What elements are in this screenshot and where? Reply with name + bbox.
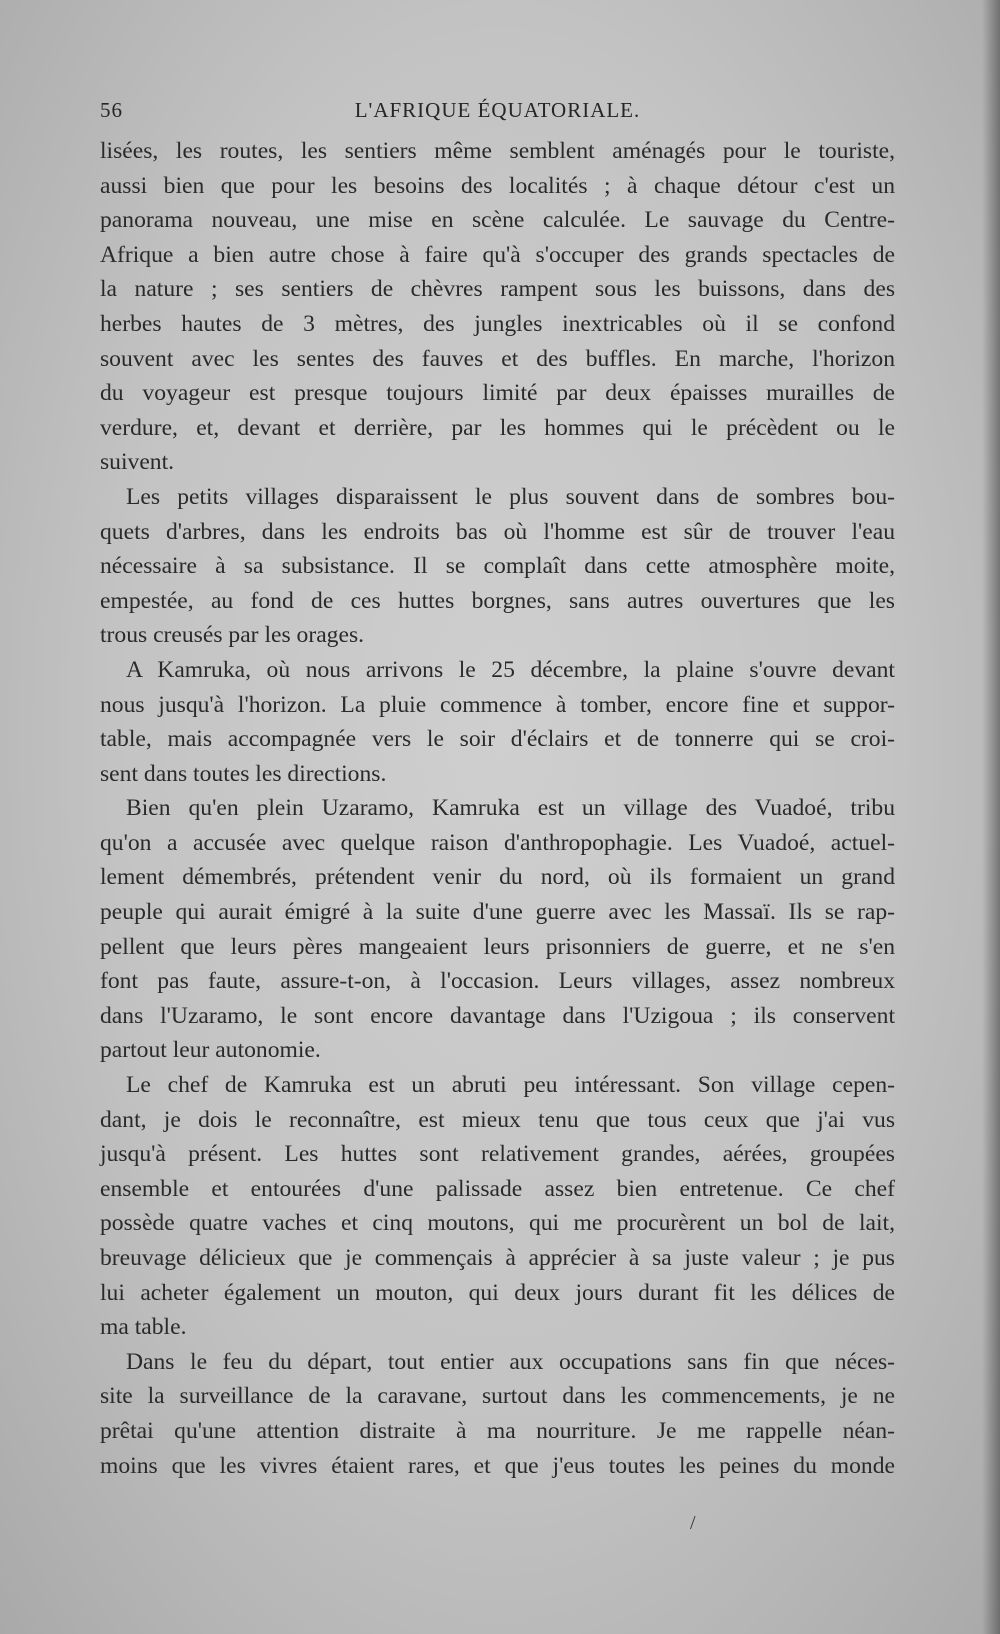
text-line: suivent. — [100, 449, 175, 476]
text-line: souvent avec les sentes des fauves et des buffles. En marche, l'horizon — [100, 345, 895, 372]
text-line: Dans le feu du départ, tout entier aux occupations sans fin que néces- — [126, 1348, 895, 1375]
text-line: dant, je dois le reconnaître, est mieux tenu que tous ceux que j'ai vus — [100, 1106, 895, 1133]
text-line: nous jusqu'à l'horizon. La pluie commence à tomber, encore fine et suppor- — [100, 691, 895, 718]
text-line: nécessaire à sa subsistance. Il se complaît dans cette atmosphère moite, — [100, 553, 895, 580]
footer-mark: / — [690, 1512, 696, 1534]
page-number: 56 — [100, 98, 123, 122]
text-line: trous creusés par les orages. — [100, 622, 365, 649]
text-line: possède quatre vaches et cinq moutons, qui me procurèrent un bol de lait, — [100, 1210, 895, 1237]
text-line: moins que les vivres étaient rares, et que j'eus toutes les peines du monde — [100, 1452, 895, 1479]
text-line: font pas faute, assure-t-on, à l'occasion. Leurs villages, assez nombreux — [100, 968, 895, 995]
text-line: du voyageur est presque toujours limité par deux épaisses murailles de — [100, 380, 895, 407]
text-line: aussi bien que pour les besoins des localités ; à chaque détour c'est un — [100, 172, 895, 199]
text-line: Les petits villages disparaissent le plus souvent dans de sombres bou- — [126, 483, 895, 510]
paragraph — [100, 1345, 895, 1483]
text-line: breuvage délicieux que je commençais à apprécier à sa juste valeur ; je pus — [100, 1245, 895, 1271]
text-line: ma table. — [100, 1314, 187, 1341]
text-line: partout leur autonomie. — [100, 1037, 321, 1064]
text-line: dans l'Uzaramo, le sont encore davantage dans l'Uzigoua ; ils conservent — [100, 1002, 895, 1029]
text-line: lisées, les routes, les sentiers même semblent aménagés pour le touriste, — [100, 138, 895, 164]
text-line: prêtai qu'une attention distraite à ma nourriture. Je me rappelle néan- — [100, 1417, 895, 1444]
text-line: pellent que leurs pères mangeaient leurs prisonniers de guerre, et ne s'en — [100, 933, 895, 960]
running-title: L'AFRIQUE ÉQUATORIALE. — [354, 98, 641, 122]
text-line: table, mais accompagnée vers le soir d'éclairs et de tonnerre qui se croi- — [100, 726, 895, 753]
text-line: empestée, au fond de ces huttes borgnes, sans autres ouvertures que les — [100, 587, 895, 614]
text-line: peuple qui aurait émigré à la suite d'une guerre avec les Massaï. Ils se rap- — [100, 899, 895, 926]
page-header — [100, 98, 895, 126]
paragraph — [100, 1068, 895, 1345]
paragraph — [100, 480, 895, 653]
text-line: Afrique a bien autre chose à faire qu'à s'occuper des grands spectacles de — [100, 241, 895, 268]
paragraph — [100, 791, 895, 1068]
text-line: ensemble et entourées d'une palissade assez bien entretenue. Ce chef — [100, 1175, 895, 1202]
text-line: sent dans toutes les directions. — [100, 760, 387, 787]
text-line: la nature ; ses sentiers de chèvres rampent sous les buissons, dans des — [100, 276, 895, 303]
page-body — [100, 134, 895, 1483]
text-line: A Kamruka, où nous arrivons le 25 décembre, la plaine s'ouvre devant — [126, 656, 895, 683]
text-line: panorama nouveau, une mise en scène calculée. Le sauvage du Centre- — [100, 207, 895, 234]
text-line: lui acheter également un mouton, qui deux jours durant fit les délices de — [100, 1279, 895, 1306]
text-line: site la surveillance de la caravane, surtout dans les commencements, je ne — [100, 1383, 895, 1410]
paragraph — [100, 653, 895, 791]
text-line: qu'on a accusée avec quelque raison d'anthropophagie. Les Vuadoé, actuel- — [100, 829, 895, 856]
paragraph — [100, 134, 895, 480]
text-line: quets d'arbres, dans les endroits bas où l'homme est sûr de trouver l'eau — [100, 518, 895, 545]
text-line: Bien qu'en plein Uzaramo, Kamruka est un village des Vuadoé, tribu — [126, 795, 895, 822]
text-line: lement démembrés, prétendent venir du nord, où ils formaient un grand — [100, 864, 895, 891]
text-line: verdure, et, devant et derrière, par les hommes qui le précèdent ou le — [100, 414, 895, 441]
text-line: jusqu'à présent. Les huttes sont relativement grandes, aérées, groupées — [100, 1141, 895, 1168]
text-line: herbes hautes de 3 mètres, des jungles inextricables où il se confond — [100, 310, 895, 337]
text-line: Le chef de Kamruka est un abruti peu intéressant. Son village cepen- — [126, 1072, 895, 1099]
